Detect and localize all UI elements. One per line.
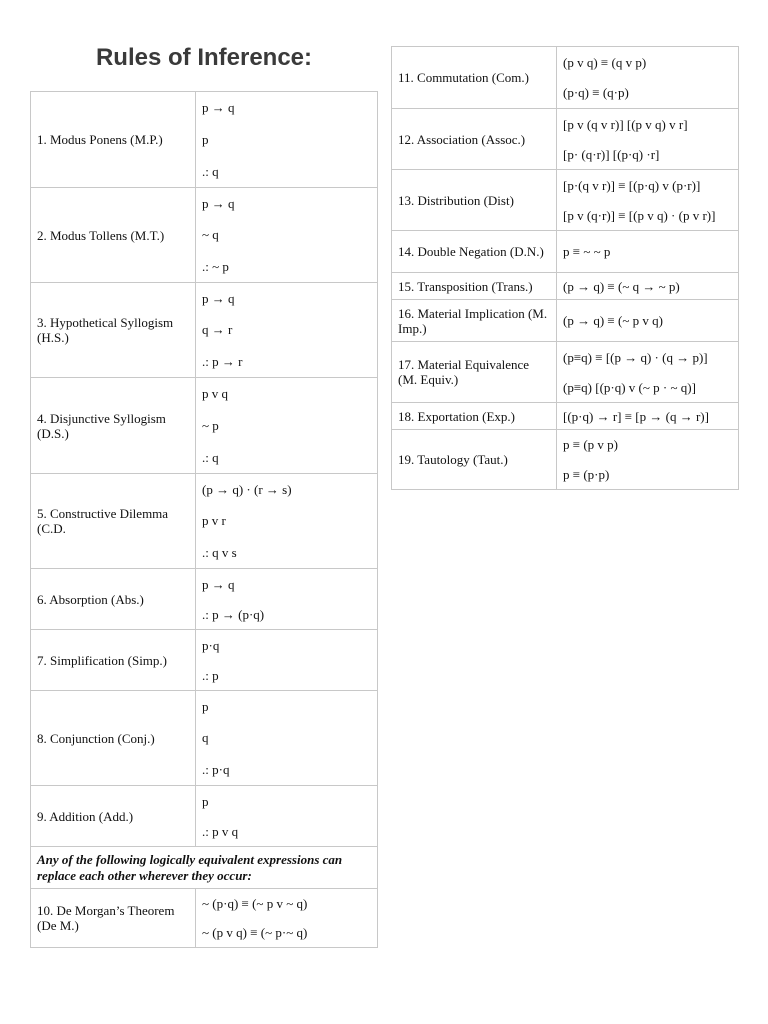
rule-form-line: .: p → r: [202, 353, 243, 369]
rule-row: [392, 403, 739, 430]
rule-name: 12. Association (Assoc.): [392, 109, 557, 170]
rule-row: [392, 109, 739, 170]
rule-forms: [557, 109, 739, 170]
rule-name: 8. Conjunction (Conj.): [31, 691, 196, 786]
rule-name: 3. Hypothetical Syllogism (H.S.): [31, 283, 196, 378]
rule-row: [392, 342, 739, 403]
rule-form-line: ~ (p v q) ≡ (~ p·~ q): [202, 925, 308, 940]
rule-forms: [557, 47, 739, 109]
rule-form-line: q → r: [202, 322, 233, 338]
rule-name: 13. Distribution (Dist): [392, 170, 557, 231]
rule-row: [31, 630, 378, 691]
rule-form-line: (p·q) ≡ (q·p): [563, 85, 629, 101]
rule-name: 19. Tautology (Taut.): [392, 430, 557, 490]
rule-forms: [196, 889, 378, 948]
rule-form-line: p: [202, 132, 209, 147]
rule-form-line: p ≡ ~ ~ p: [563, 244, 611, 259]
rule-forms: [557, 430, 739, 490]
rule-forms: [196, 691, 378, 786]
rule-row: [392, 300, 739, 342]
rule-forms: [196, 283, 378, 378]
replacement-rules-table: [391, 46, 739, 490]
rule-row: [392, 231, 739, 273]
rule-form-line: .: q: [202, 163, 219, 179]
rule-row: [31, 378, 378, 474]
rule-form-line: p: [202, 793, 209, 809]
rule-form-line: ~ q: [202, 227, 219, 243]
rule-form-line: [p v (q·r)] ≡ [(p v q) · (p v r)]: [563, 207, 716, 223]
rule-name: 16. Material Implication (M. Imp.): [392, 300, 557, 342]
inference-rules-table: [30, 91, 378, 948]
page-title: Rules of Inference:: [95, 44, 313, 71]
rule-forms: [196, 786, 378, 847]
rule-form-line: (p≡q) ≡ [(p → q) · (q → p)]: [563, 349, 708, 365]
rule-row: [31, 474, 378, 569]
rule-forms: [557, 273, 739, 300]
rule-row: [31, 786, 378, 847]
rule-name: 5. Constructive Dilemma (C.D.: [31, 474, 196, 569]
rule-name: 11. Commutation (Com.): [392, 47, 557, 109]
rule-row: [31, 92, 378, 188]
rule-forms: [557, 231, 739, 273]
rule-forms: [196, 569, 378, 630]
rule-name: 1. Modus Ponens (M.P.): [31, 92, 196, 188]
rule-name: 10. De Morgan’s Theorem (De M.): [31, 889, 196, 948]
rule-name: 17. Material Equivalence (M. Equiv.): [392, 342, 557, 403]
rule-form-line: p → q: [202, 291, 235, 307]
rule-forms: [557, 403, 739, 430]
rule-form-line: (p≡q) [(p·q) v (~ p · ~ q)]: [563, 379, 696, 395]
rule-form-line: [(p·q) → r] ≡ [p → (q → r)]: [563, 408, 709, 424]
rule-forms: [196, 378, 378, 474]
rule-form-line: (p → q) · (r → s): [202, 482, 292, 498]
rule-row: [392, 170, 739, 231]
rule-name: 7. Simplification (Simp.): [31, 630, 196, 691]
equivalence-note-row: [31, 847, 378, 889]
rule-name: 4. Disjunctive Syllogism (D.S.): [31, 378, 196, 474]
rule-form-line: .: p·q: [202, 761, 230, 777]
rule-row: [31, 569, 378, 630]
rule-forms: [557, 170, 739, 231]
rule-name: 15. Transposition (Trans.): [392, 273, 557, 300]
rule-form-line: .: p → (p·q): [202, 606, 265, 622]
rule-forms: [196, 630, 378, 691]
rule-name: 9. Addition (Add.): [31, 786, 196, 847]
rule-forms: [196, 188, 378, 283]
rule-form-line: .: q: [202, 449, 219, 465]
rule-form-line: p ≡ (p·p): [563, 466, 610, 482]
rule-form-line: p v q: [202, 386, 228, 402]
rule-name: 2. Modus Tollens (M.T.): [31, 188, 196, 283]
rule-form-line: p → q: [202, 196, 235, 212]
rule-row: [31, 889, 378, 948]
rule-form-line: .: ~ p: [202, 258, 229, 274]
rule-form-line: (p → q) ≡ (~ p v q): [563, 313, 663, 328]
rule-form-line: [p· (q·r)] [(p·q) ·r]: [563, 146, 660, 162]
rule-form-line: ~ (p·q) ≡ (~ p v ~ q): [202, 896, 308, 911]
rule-form-line: p v r: [202, 513, 226, 529]
rule-form-line: ~ p: [202, 418, 219, 433]
rule-form-line: p ≡ (p v p): [563, 437, 618, 453]
equivalence-note: Any of the following logically equivalent expressions can replace each other wherever they occur:: [31, 847, 378, 889]
rule-name: 14. Double Negation (D.N.): [392, 231, 557, 273]
rule-form-line: (p v q) ≡ (q v p): [563, 54, 647, 70]
rule-forms: [196, 474, 378, 569]
rule-row: [31, 188, 378, 283]
rule-form-line: .: p: [202, 667, 219, 683]
rule-form-line: [p·(q v r)] ≡ [(p·q) v (p·r)]: [563, 177, 701, 193]
rule-form-line: (p → q) ≡ (~ q → ~ p): [563, 278, 680, 294]
rule-row: [31, 691, 378, 786]
rule-form-line: p → q: [202, 100, 235, 116]
rule-form-line: .: q v s: [202, 544, 237, 560]
rule-form-line: [p v (q v r)] [(p v q) v r]: [563, 116, 688, 132]
rule-form-line: q: [202, 730, 209, 746]
rule-row: [392, 47, 739, 109]
rule-row: [392, 430, 739, 490]
rule-name: 18. Exportation (Exp.): [392, 403, 557, 430]
rule-forms: [557, 342, 739, 403]
rule-form-line: p·q: [202, 637, 220, 653]
rule-row: [31, 283, 378, 378]
rule-forms: [557, 300, 739, 342]
rule-forms: [196, 92, 378, 188]
rule-form-line: p: [202, 699, 209, 715]
rule-form-line: p → q: [202, 576, 235, 592]
rule-name: 6. Absorption (Abs.): [31, 569, 196, 630]
rule-row: [392, 273, 739, 300]
rule-form-line: .: p v q: [202, 823, 239, 839]
